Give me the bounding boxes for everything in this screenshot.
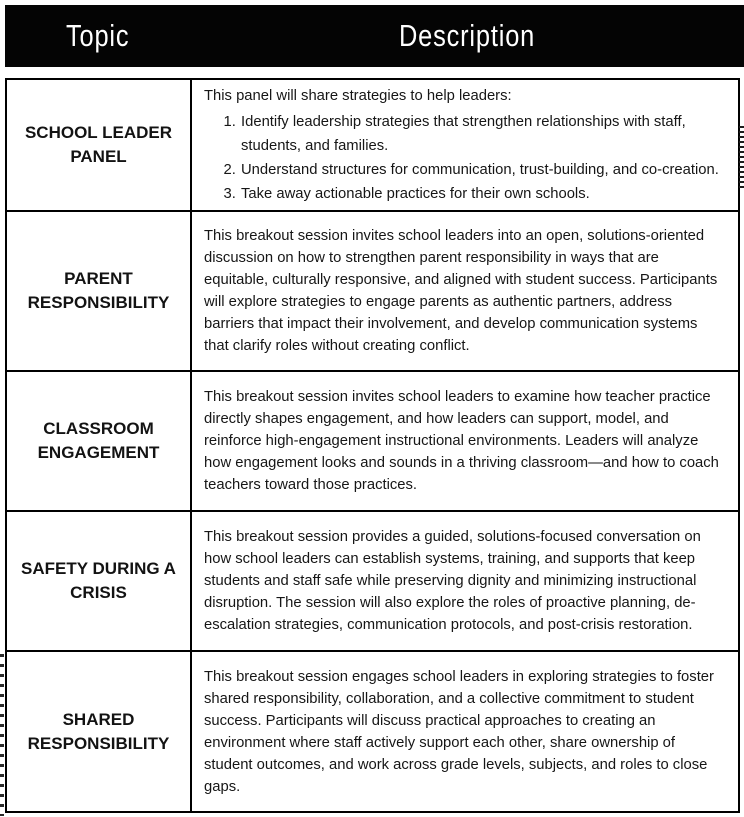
table-row — [7, 210, 738, 370]
description-cell — [192, 512, 738, 650]
table-row — [7, 650, 738, 811]
table-row — [7, 510, 738, 650]
topic-cell: SAFETY DURING A CRISIS — [7, 512, 192, 650]
description-cell — [192, 372, 738, 510]
topic-cell: PARENT RESPONSIBILITY — [7, 212, 192, 370]
description-header-cell — [191, 5, 744, 67]
table-row — [7, 370, 738, 510]
topic-header-label: Topic — [66, 18, 130, 53]
table-header-band — [5, 5, 744, 67]
description-list — [204, 110, 723, 206]
description-header-label: Description — [399, 18, 536, 53]
description-list-item: 3. Take away actionable practices for their own schools. — [240, 182, 723, 206]
topic-header-cell — [5, 5, 191, 67]
table-row — [7, 80, 738, 210]
description-text: This breakout session engages school leaders in exploring strategies to foster shared responsibility, collaboration, and a collective commitment to student success. Participants will discuss practical approaches to creating an environment where staff actively support each other, share ownership of student outcomes, and work across grade levels, subjects, and roles to close gaps. — [204, 668, 714, 795]
description-intro: This panel will share strategies to help leaders: — [204, 88, 512, 104]
scan-artifact-left-edge — [0, 654, 4, 816]
scan-artifact-right-edge — [739, 126, 744, 190]
topic-cell: SHARED RESPONSIBILITY — [7, 652, 192, 811]
topic-cell: SCHOOL LEADER PANEL — [7, 80, 192, 210]
description-cell — [192, 212, 738, 370]
description-text: This breakout session provides a guided, solutions-focused conversation on how school leaders can establish systems, training, and supports that keep students and staff safe while preserving dignity and minimizing instructional disruption. The session will also explore the roles of proactive planning, de-escalation strategies, communication protocols, and post-crisis restoration. — [204, 529, 701, 633]
description-list-item: 1. Identify leadership strategies that strengthen relationships with staff, students, and families. — [240, 110, 723, 158]
description-text: This breakout session invites school leaders to examine how teacher practice directly shapes engagement, and how leaders can support, model, and reinforce high-engagement instructional environments. Leaders will analyze how engagement looks and sounds in a thriving classroom—and how to coach teachers toward those practices. — [204, 389, 719, 493]
description-list-item: 2. Understand structures for communication, trust-building, and co-creation. — [240, 158, 723, 182]
sessions-table — [5, 78, 740, 813]
topic-cell: CLASSROOM ENGAGEMENT — [7, 372, 192, 510]
description-cell — [192, 80, 738, 210]
description-cell — [192, 652, 738, 811]
description-text: This breakout session invites school leaders into an open, solutions-oriented discussion on how to strengthen parent responsibility in ways that are equitable, culturally responsive, and aligned with student success. Participants will explore strategies to engage parents as authentic partners, address barriers that impact their involvement, and develop communication systems that clarify roles without creating conflict. — [204, 228, 718, 354]
